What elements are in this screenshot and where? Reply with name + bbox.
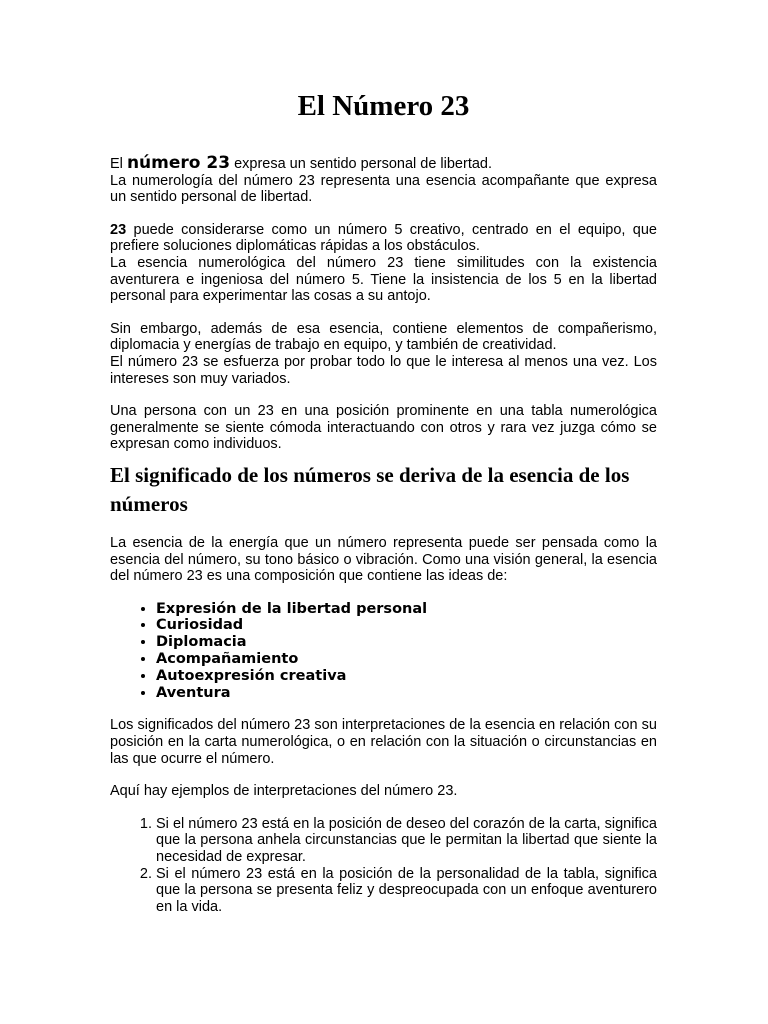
paragraph-3-line-2: El número 23 se esfuerza por probar todo lo que le interesa al menos una vez. Los intereses son muy variados.: [110, 353, 657, 387]
paragraph-3: Sin embargo, además de esa esencia, contiene elementos de compañerismo, diplomacia y energías de trabajo en equipo, y también de creatividad.: [110, 320, 657, 354]
intro-bold-number: número 23: [126, 153, 231, 173]
list-item: • Expresión de la libertad personal: [156, 601, 657, 618]
list-item: • Curiosidad: [156, 617, 657, 634]
paragraph-2-bold: 23: [110, 221, 127, 238]
list-item: • Aventura: [156, 685, 657, 702]
list-item: • Acompañamiento: [156, 651, 657, 668]
list-item: • Autoexpresión creativa: [156, 668, 657, 685]
document-body: [110, 155, 657, 915]
paragraph-4: Una persona con un 23 en una posición prominente en una tabla numerológica generalmente se siente cómoda interactuando con otros y rara vez juzga cómo se expresan como individuos.: [110, 403, 657, 453]
intro-suffix: expresa un sentido personal de libertad.: [234, 156, 493, 172]
list-item: • Diplomacia: [156, 634, 657, 651]
paragraph-7: Aquí hay ejemplos de interpretaciones del número 23.: [110, 783, 458, 800]
paragraph-5: La esencia de la energía que un número representa puede ser pensada como la esencia del número, su tono básico o vibración. Como una visión general, la esencia del número 23 es una composición que contiene las ideas de:: [110, 534, 657, 585]
paragraph-2-text: puede considerarse como un número 5 creativo, centrado en el equipo, que prefiere soluciones diplomáticas rápidas a los obstáculos.: [110, 221, 657, 255]
intro-line-2: La numerología del número 23 representa una esencia acompañante que expresa un sentido personal de libertad.: [110, 172, 657, 206]
paragraph-2: [110, 222, 657, 255]
list-item: 1. Si el número 23 está en la posición de deseo del corazón de la carta, significa que la persona anhela circunstancias que le permitan la libertad que siente la necesidad de expresar.: [156, 816, 657, 866]
examples-list: [110, 816, 657, 916]
paragraph-2-line-2: La esencia numerológica del número 23 tiene similitudes con la existencia aventurera e ingeniosa del número 5. Tiene la insistencia de los 5 en la libertad personal para experimentar las cosas a su antojo.: [110, 254, 657, 305]
list-item: 2. Si el número 23 está en la posición de la personalidad de la tabla, significa que la persona se presenta feliz y despreocupada con un enfoque aventurero en la vida.: [156, 866, 657, 916]
section-heading: El significado de los números se deriva de la esencia de los números: [110, 462, 630, 516]
page-title: El Número 23: [297, 90, 470, 122]
paragraph-6: Los significados del número 23 son interpretaciones de la esencia en relación con su posición en la carta numerológica, o en relación con la situación o circunstancias en las que ocurre el número.: [110, 717, 657, 767]
ideas-list: [110, 601, 657, 702]
intro-prefix: El: [110, 156, 123, 172]
intro-line-1: [110, 155, 657, 173]
